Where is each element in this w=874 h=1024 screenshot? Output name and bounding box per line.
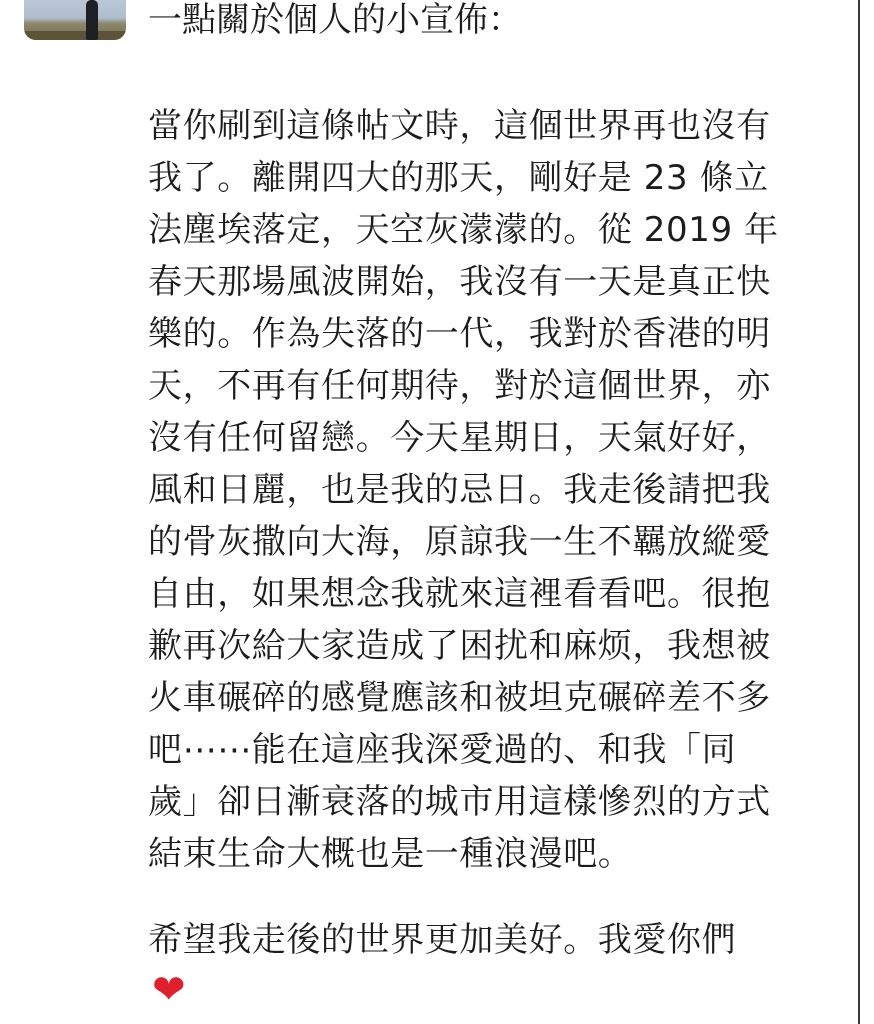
post-heading: 一點關於個人的小宣佈： [148,0,522,40]
panel-divider [858,0,860,1024]
post-body-line: 火車碾碎的感覺應該和被坦克碾碎差不多 [148,678,771,718]
post-body-line: 歉再次給大家造成了困扰和麻烦，我想被 [148,626,771,666]
post-body-line: 風和日麗，也是我的忌日。我走後請把我 [148,470,771,510]
post-body-line: 的骨灰撒向大海，原諒我一生不羈放縱愛 [148,522,771,562]
post-body-line: 自由，如果想念我就來這裡看看吧。很抱 [148,574,771,614]
post-body [148,100,838,880]
post-body-line: 歲」卻日漸衰落的城市用這樣慘烈的方式 [148,782,771,822]
post-body-line: 當你刷到這條帖文時，這個世界再也沒有 [148,106,771,146]
post-body-line: 吧⋯⋯能在這座我深愛過的、和我「同 [148,730,737,770]
post-body-line: 我了。離開四大的那天，剛好是 23 條立 [148,158,769,198]
post-body-line: 春天那場風波開始，我沒有一天是真正快 [148,262,771,302]
post-body-line: 天，不再有任何期待，對於這個世界，亦 [148,366,771,406]
avatar-ground [24,31,126,40]
post-body-line: 結束生命大概也是一種浪漫吧。 [148,834,633,874]
avatar[interactable] [24,0,126,40]
red-heart-icon: ❤ [152,967,186,1013]
post-closing [148,914,838,966]
avatar-figure [86,0,98,40]
post-body-line: 沒有任何留戀。今天星期日，天氣好好， [148,418,771,458]
post-body-line: 樂的。作為失落的一代，我對於香港的明 [148,314,771,354]
post-closing-line: 希望我走後的世界更加美好。我愛你們 [148,920,737,960]
post-body-line: 法塵埃落定，天空灰濛濛的。從 2019 年 [148,210,779,250]
